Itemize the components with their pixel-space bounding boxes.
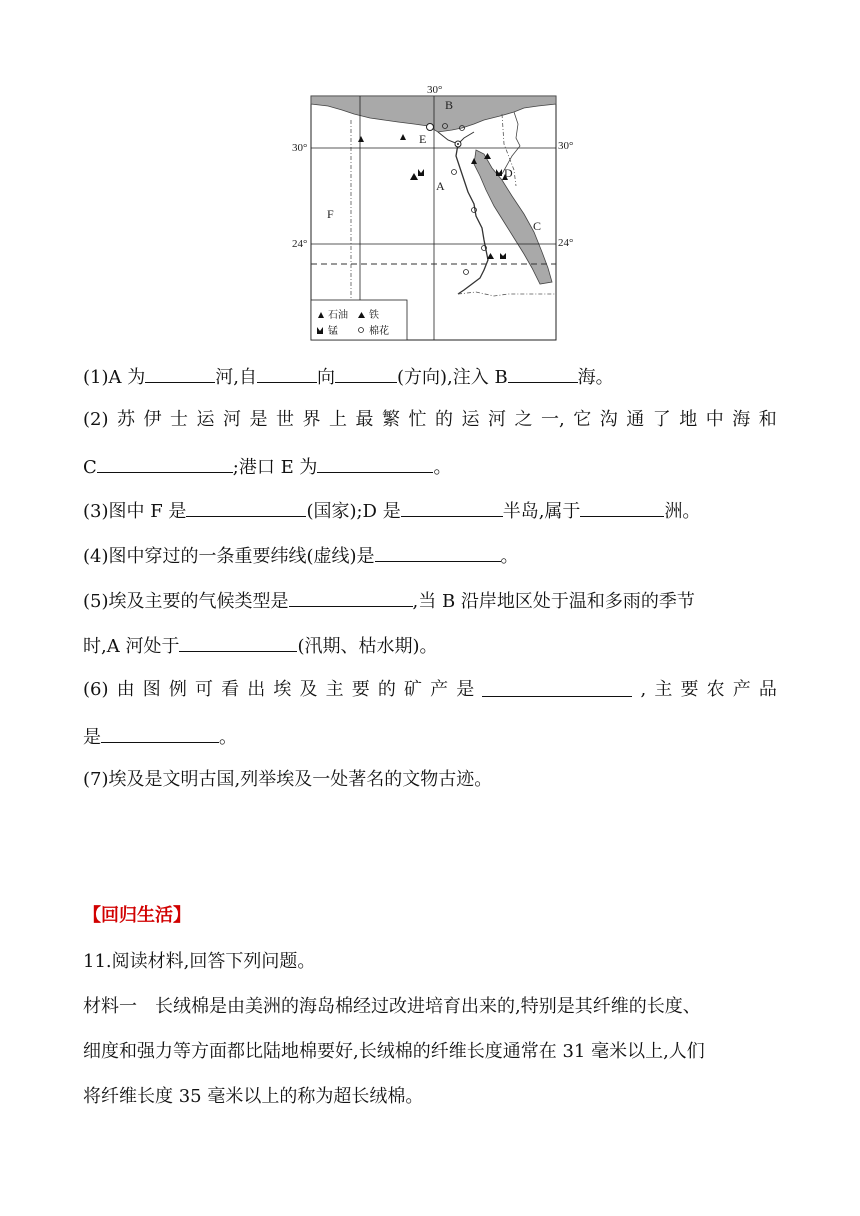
answer-blank[interactable] — [186, 498, 306, 517]
answer-blank[interactable] — [97, 454, 233, 473]
answer-blank[interactable] — [145, 364, 215, 383]
answer-blank[interactable] — [401, 498, 503, 517]
question-5-line-2: 时,A 河处于 (汛期、枯水期)。 — [83, 633, 438, 659]
question-7: (7)埃及是文明古国,列举埃及一处著名的文物古迹。 — [83, 769, 493, 790]
lat-24-left-label: 24° — [292, 238, 308, 250]
question-2-line-2: C ;港口 E 为 。 — [83, 454, 451, 480]
section-title: 【回归生活】 — [83, 905, 191, 926]
question-2-line-1: (2) 苏 伊 士 运 河 是 世 界 上 最 繁 忙 的 运 河 之 一, 它 沟 通 了 地 中 海 和 — [83, 409, 777, 430]
label-f: F — [327, 207, 334, 221]
question-3: (3)图中 F 是 (国家);D 是 半岛,属于 洲。 — [83, 498, 700, 524]
legend-oil: 石油 — [328, 310, 348, 321]
port-e-marker — [427, 124, 434, 131]
lat-30-left-label: 30° — [292, 142, 308, 154]
legend-manganese: 锰 — [328, 326, 338, 337]
question-4: (4)图中穿过的一条重要纬线(虚线)是 。 — [83, 543, 519, 569]
answer-blank[interactable] — [580, 498, 664, 517]
label-c: C — [533, 219, 542, 233]
material-line-1: 材料一 长绒棉是由美洲的海岛棉经过改进培育出来的,特别是其纤维的长度、 — [83, 996, 701, 1017]
answer-blank[interactable] — [101, 724, 219, 743]
label-d: D — [504, 166, 513, 180]
answer-blank[interactable] — [482, 678, 632, 697]
question-5-line-1: (5)埃及主要的气候类型是 ,当 B 沿岸地区处于温和多雨的季节 — [83, 588, 695, 614]
material-line-3: 将纤维长度 35 毫米以上的称为超长绒棉。 — [83, 1086, 424, 1107]
answer-blank[interactable] — [257, 364, 317, 383]
question-11: 11.阅读材料,回答下列问题。 — [83, 951, 316, 972]
lat-24-right-label: 24° — [558, 237, 574, 249]
question-6-line-2: 是 。 — [83, 724, 237, 750]
label-e: E — [419, 132, 427, 146]
material-line-2: 细度和强力等方面都比陆地棉要好,长绒棉的纤维长度通常在 31 毫米以上,人们 — [83, 1041, 705, 1062]
lon-30-label: 30° — [427, 84, 443, 96]
legend-iron: 铁 — [369, 310, 379, 321]
answer-blank[interactable] — [335, 364, 397, 383]
label-b: B — [445, 98, 454, 112]
question-6-line-1: (6) 由 图 例 可 看 出 埃 及 主 要 的 矿 产 是 , 主 要 农 产 品 — [83, 679, 777, 700]
lat-30-right-label: 30° — [558, 140, 574, 152]
label-a: A — [436, 179, 445, 193]
answer-blank[interactable] — [179, 633, 297, 652]
egypt-map — [288, 84, 578, 346]
question-1: (1)A 为 河,自 向 (方向),注入 B 海。 — [83, 364, 614, 390]
answer-blank[interactable] — [317, 454, 433, 473]
legend-cotton: 棉花 — [369, 326, 389, 337]
answer-blank[interactable] — [289, 588, 413, 607]
answer-blank[interactable] — [375, 543, 501, 562]
answer-blank[interactable] — [508, 364, 578, 383]
map-legend — [311, 300, 407, 340]
